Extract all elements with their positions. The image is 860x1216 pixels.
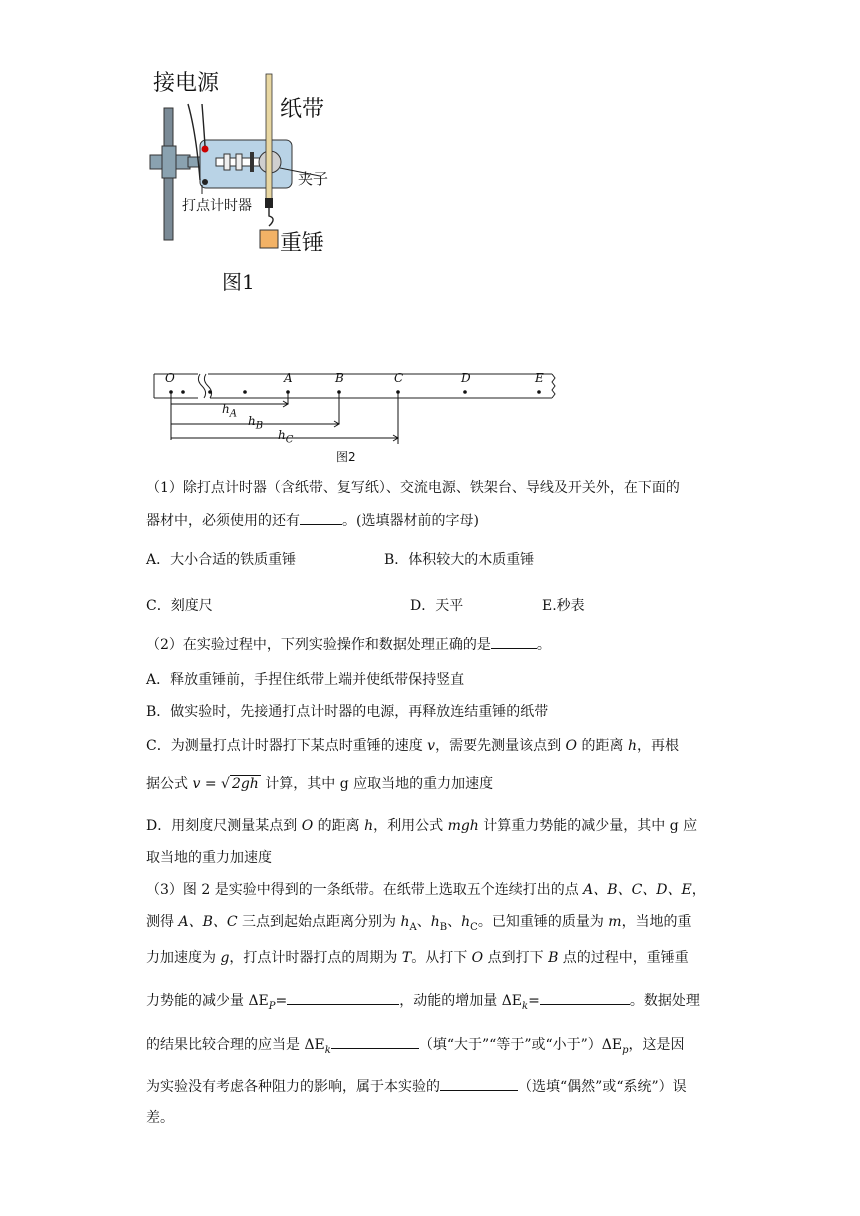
point-label-a: A bbox=[284, 371, 293, 385]
dim-hc: $h_C$ bbox=[278, 428, 294, 446]
q3-error-type-blank[interactable] bbox=[440, 1076, 518, 1091]
figure-1-caption: 图1 bbox=[222, 270, 255, 294]
q3-line3: 力加速度为 g，打点计时器打点的周期为 T。从打下 O 点到打下 B 点的过程中，重锤重 bbox=[146, 950, 689, 966]
point-label-d: D bbox=[461, 371, 471, 385]
q3-line6: 为实验没有考虑各种阻力的影响，属于本实验的 （选填“偶然”或“系统”）误 bbox=[146, 1076, 687, 1097]
point-label-c: C bbox=[394, 371, 404, 385]
q3-line2: 测得 A、B、C 三点到起始点距离分别为 $h_A$、$h_B$、$h_C$。已知重锤的质量为 m，当地的重 bbox=[146, 914, 692, 933]
q2-option-a: A．释放重锤前，手捏住纸带上端并使纸带保持竖直 bbox=[146, 672, 465, 688]
tape-diagram bbox=[150, 368, 560, 448]
figure-2-caption: 图2 bbox=[336, 450, 356, 464]
q2-option-d-line2: 取当地的重力加速度 bbox=[146, 850, 272, 866]
label-clip: 夹子 bbox=[298, 170, 329, 188]
q1-option-c: C．刻度尺 bbox=[146, 598, 213, 614]
q3-line7: 差。 bbox=[146, 1110, 174, 1126]
label-power: 接电源 bbox=[153, 71, 220, 96]
sqrt-sign: √ bbox=[221, 776, 230, 792]
q1-option-d: D．天平 bbox=[410, 598, 464, 614]
q3-comparison-blank[interactable] bbox=[331, 1034, 419, 1049]
q2-option-c-line1: C．为测量打点计时器打下某点时重锤的速度 v，需要先测量该点到 O 的距离 h，再根 bbox=[146, 738, 679, 754]
point-label-e: E bbox=[535, 371, 544, 385]
formula-v: v bbox=[192, 776, 201, 792]
figure-1 bbox=[140, 60, 390, 300]
dim-ha: $h_A$ bbox=[222, 402, 237, 420]
label-weight: 重锤 bbox=[280, 231, 325, 256]
q2-option-d-line1: D．用刻度尺测量某点到 O 的距离 h，利用公式 mgh 计算重力势能的减少量，其中 g 应 bbox=[146, 818, 698, 834]
q1-line1: （1）除打点计时器（含纸带、复写纸）、交流电源、铁架台、导线及开关外，在下面的 bbox=[146, 480, 680, 496]
point-label-o: O bbox=[165, 371, 175, 385]
q1-option-a: A．大小合适的铁质重锤 bbox=[146, 552, 297, 568]
q1-line2: 器材中，必须使用的还有 。(选填器材前的字母) bbox=[146, 510, 479, 531]
figure-2 bbox=[150, 368, 560, 468]
q2-answer-blank[interactable] bbox=[491, 634, 537, 649]
q3-kinetic-energy-blank[interactable] bbox=[540, 990, 630, 1005]
label-tape: 纸带 bbox=[280, 97, 325, 122]
formula-root: 2gh bbox=[231, 776, 259, 792]
q2-option-c-line2: 据公式 v = √ 2gh 计算，其中 g 应取当地的重力加速度 bbox=[146, 776, 494, 792]
point-label-b: B bbox=[335, 371, 344, 385]
q2-option-b: B．做实验时，先接通打点计时器的电源，再释放连结重锤的纸带 bbox=[146, 704, 549, 720]
q3-line1: （3）图 2 是实验中得到的一条纸带。在纸带上选取五个连续打出的点 A、B、C、D、E， bbox=[146, 882, 706, 898]
q2-stem: （2）在实验过程中，下列实验操作和数据处理正确的是 。 bbox=[146, 634, 551, 655]
label-timer: 打点计时器 bbox=[182, 198, 252, 214]
q3-line5: 的结果比较合理的应当是 $\Delta E_k$ （填“大于”“等于”或“小于$”)\Delta E_p$，这是因 bbox=[146, 1034, 685, 1061]
q3-line4: 力势能的减少量 $\Delta E_P=$ ，动能的增加量 $\Delta E_k=$ 。数据处理 bbox=[146, 990, 700, 1017]
q1-answer-blank[interactable] bbox=[300, 510, 342, 525]
q1-option-e: E.秒表 bbox=[542, 598, 585, 614]
dim-hb: $h_B$ bbox=[248, 414, 264, 432]
q3-potential-energy-blank[interactable] bbox=[287, 990, 399, 1005]
q1-option-b: B．体积较大的木质重锤 bbox=[384, 552, 535, 568]
